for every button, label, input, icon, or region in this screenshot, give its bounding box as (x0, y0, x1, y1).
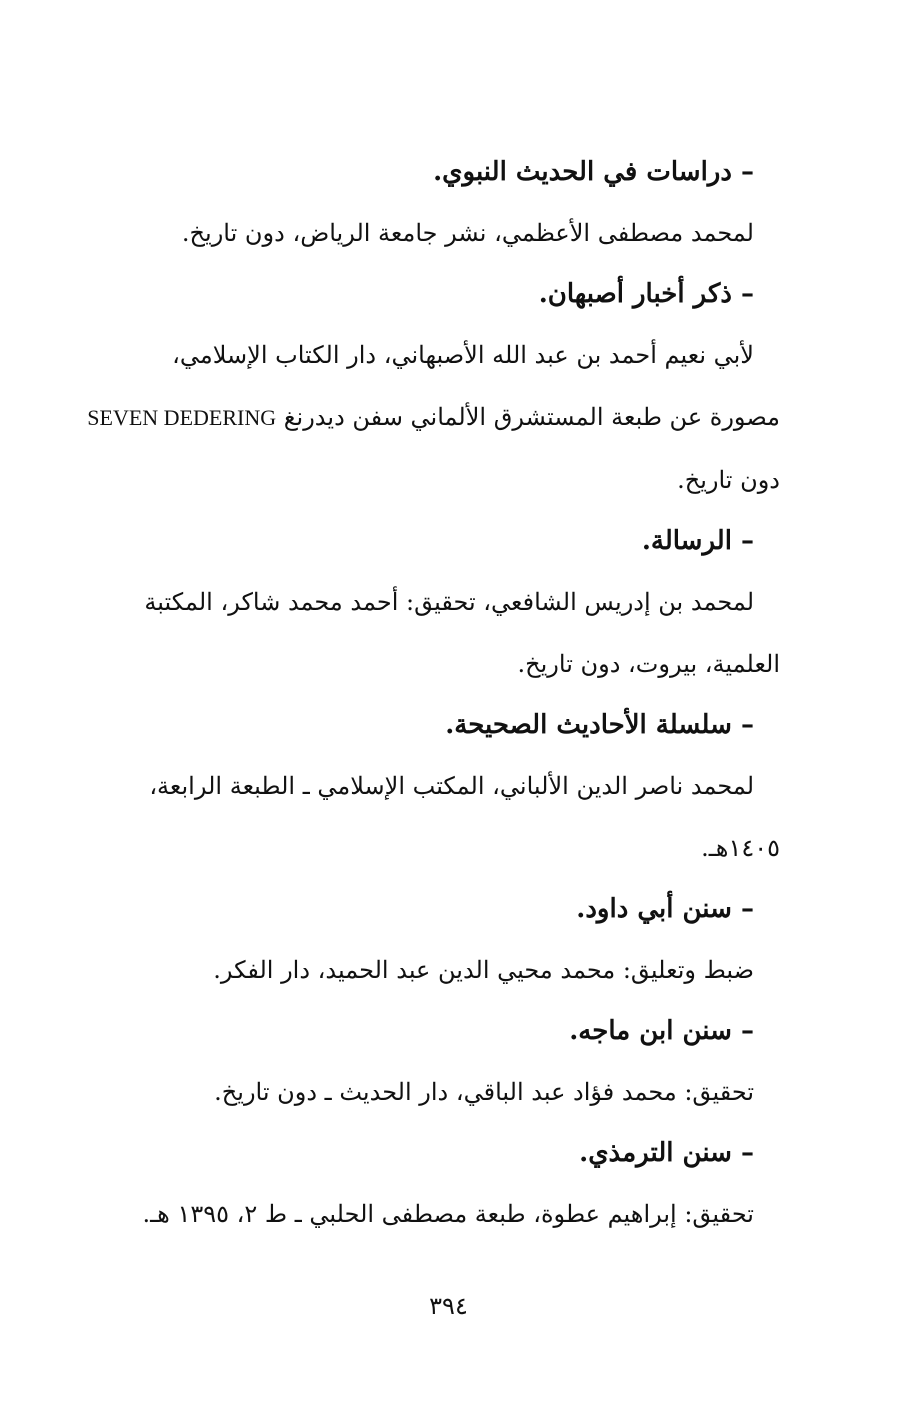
entry-4 (70, 695, 780, 879)
entry-3 (70, 511, 780, 695)
entry-description: لمحمد مصطفى الأعظمي، نشر جامعة الرياض، دون تاريخ. (181, 219, 754, 247)
entry-7 (70, 1123, 780, 1245)
entry-description-latin: SEVEN DEDERING (87, 405, 277, 430)
entry-description-continued: دون تاريخ. (677, 466, 780, 494)
entry-description: لأبي نعيم أحمد بن عبد الله الأصبهاني، دار الكتاب الإسلامي، (172, 341, 754, 369)
entry-description: ضبط وتعليق: محمد محيي الدين عبد الحميد، دار الفكر. (213, 956, 754, 984)
entry-6 (70, 1001, 780, 1123)
entry-description-continued: ١٤٠٥هـ. (701, 834, 780, 862)
entry-description-continued (70, 386, 780, 449)
entry-title: – دراسات في الحديث النبوي. (433, 157, 754, 187)
entry-5 (70, 879, 780, 1001)
entry-title: – سلسلة الأحاديث الصحيحة. (445, 710, 754, 740)
entry-description: لمحمد بن إدريس الشافعي، تحقيق: أحمد محمد شاكر، المكتبة (144, 588, 754, 616)
entry-title: – الرسالة. (641, 526, 754, 556)
entry-description-continued: العلمية، بيروت، دون تاريخ. (517, 650, 780, 678)
bibliography-list (70, 142, 780, 1245)
entry-2 (70, 264, 780, 511)
entry-1 (70, 142, 780, 264)
entry-description: تحقيق: محمد فؤاد عبد الباقي، دار الحديث ـ دون تاريخ. (214, 1078, 754, 1106)
entry-title: – سنن ابن ماجه. (569, 1016, 754, 1046)
entry-title: – سنن الترمذي. (579, 1138, 754, 1168)
entry-description: تحقيق: إبراهيم عطوة، طبعة مصطفى الحلبي ـ ط ٢، ١٣٩٥ هـ. (142, 1200, 754, 1228)
entry-description-arabic: مصورة عن طبعة المستشرق الألماني سفن ديدرنغ (283, 403, 780, 431)
entry-title: – سنن أبي داود. (576, 894, 754, 924)
entry-description: لمحمد ناصر الدين الألباني، المكتب الإسلامي ـ الطبعة الرابعة، (149, 772, 754, 800)
entry-title: – ذكر أخبار أصبهان. (538, 279, 754, 309)
page-number: ٣٩٤ (429, 1292, 468, 1320)
